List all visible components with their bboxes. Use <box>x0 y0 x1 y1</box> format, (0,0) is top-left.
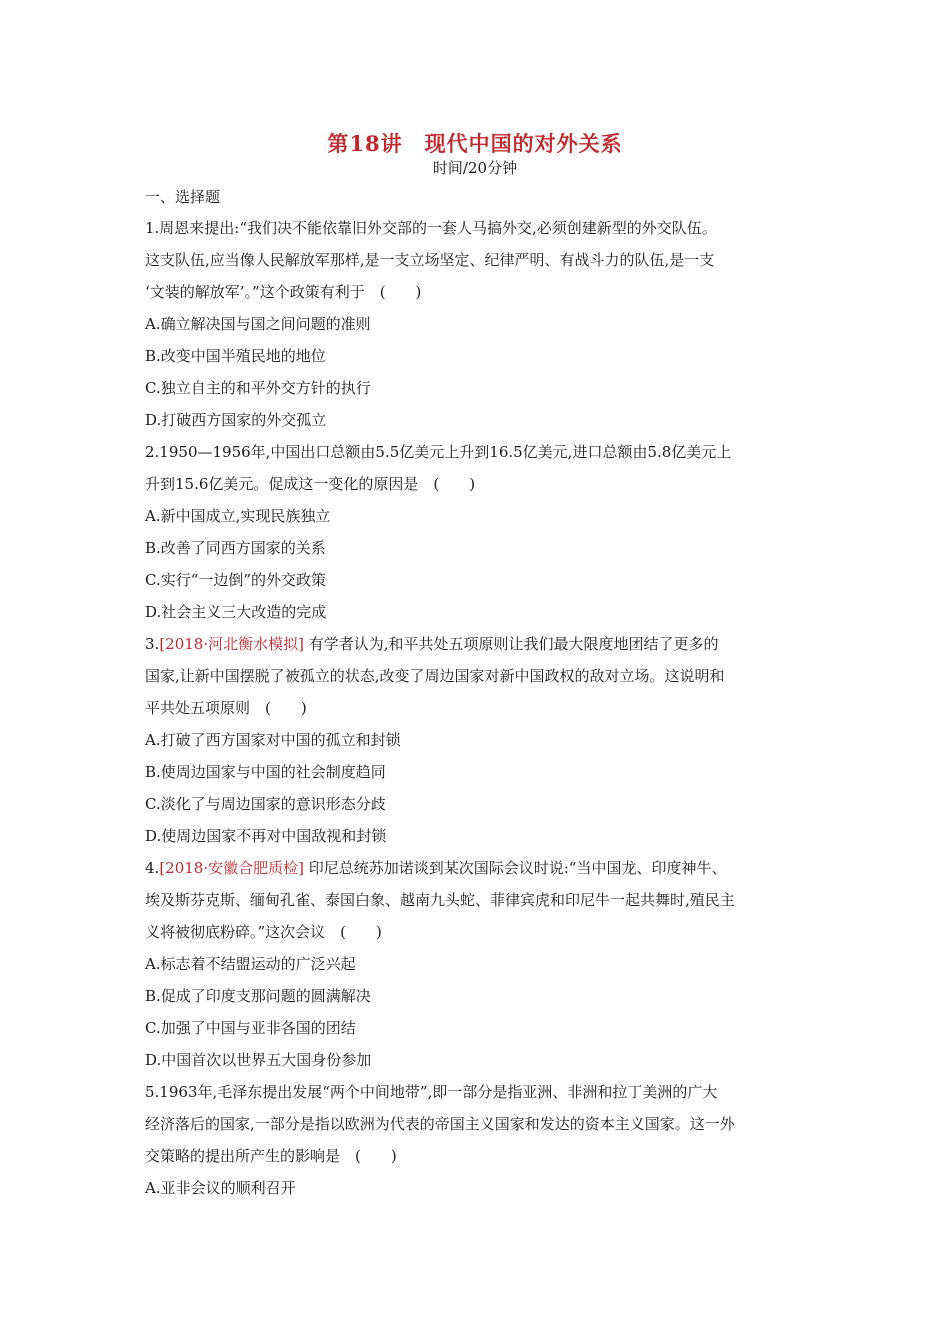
option-d: D.社会主义三大改造的完成 <box>145 603 327 621</box>
option-d: D.使周边国家不再对中国敌视和封锁 <box>145 827 387 845</box>
source-tag: [2018·河北衡水模拟] <box>159 635 304 653</box>
question-text-line: 平共处五项原则 ( ) <box>145 699 307 717</box>
question-text-segment: 印尼总统苏加诺谈到某次国际会议时说:“当中国龙、印度神牛、 <box>303 859 727 877</box>
option-c: C.独立自主的和平外交方针的执行 <box>145 379 371 397</box>
question-text-line <box>145 628 810 660</box>
question-number: 3. <box>145 635 160 653</box>
question-text-line <box>145 852 810 884</box>
option-a: A.新中国成立,实现民族独立 <box>145 507 331 525</box>
question-text-segment: 有学者认为,和平共处五项原则让我们最大限度地团结了更多的 <box>303 635 719 653</box>
question-number: 4. <box>145 859 160 877</box>
option-d: D.中国首次以世界五大国身份参加 <box>145 1051 372 1069</box>
option-b: B.促成了印度支那问题的圆满解决 <box>145 987 371 1005</box>
section-heading: 一、选择题 <box>145 188 221 206</box>
question-text-line: 2.1950—1956年,中国出口总额由5.5亿美元上升到16.5亿美元,进口总额由5.8亿美元上 <box>145 443 732 461</box>
question-text-line: 升到15.6亿美元。促成这一变化的原因是 ( ) <box>145 475 476 493</box>
question-4 <box>145 852 810 1076</box>
question-text-line: 经济落后的国家,一部分是指以欧洲为代表的帝国主义国家和发达的资本主义国家。这一外 <box>145 1115 735 1133</box>
question-text-line: ‘文装的解放军’。”这个政策有利于 ( ) <box>145 283 422 301</box>
option-a: A.打破了西方国家对中国的孤立和封锁 <box>145 731 401 749</box>
option-b: B.改变中国半殖民地的地位 <box>145 347 326 365</box>
question-2 <box>145 436 810 628</box>
option-c: C.淡化了与周边国家的意识形态分歧 <box>145 795 386 813</box>
option-c: C.加强了中国与亚非各国的团结 <box>145 1019 356 1037</box>
question-content <box>145 182 810 1204</box>
option-a: A.确立解决国与国之间问题的准则 <box>145 315 371 333</box>
question-5 <box>145 1076 810 1204</box>
page-title: 第18讲 现代中国的对外关系 <box>327 131 623 156</box>
option-a: A.标志着不结盟运动的广泛兴起 <box>145 955 356 973</box>
question-text-line: 5.1963年,毛泽东提出发展“两个中间地带”,即一部分是指亚洲、非洲和拉丁美洲的广大 <box>145 1083 718 1101</box>
question-text-line: 埃及斯芬克斯、缅甸孔雀、泰国白象、越南九头蛇、菲律宾虎和印尼牛一起共舞时,殖民主 <box>145 891 735 909</box>
question-text-line: 义将被彻底粉碎。”这次会议 ( ) <box>145 923 382 941</box>
time-limit: 时间/20分钟 <box>432 159 518 177</box>
question-text-line: 交策略的提出所产生的影响是 ( ) <box>145 1147 397 1165</box>
option-a: A.亚非会议的顺利召开 <box>145 1179 296 1197</box>
option-b: B.使周边国家与中国的社会制度趋同 <box>145 763 386 781</box>
source-tag: [2018·安徽合肥质检] <box>159 859 304 877</box>
option-c: C.实行“一边倒”的外交政策 <box>145 571 327 589</box>
question-text-line: 1.周恩来提出:“我们决不能依靠旧外交部的一套人马搞外交,必须创建新型的外交队伍。 <box>145 219 717 237</box>
question-3 <box>145 628 810 852</box>
question-1 <box>145 212 810 436</box>
question-text-line: 国家,让新中国摆脱了被孤立的状态,改变了周边国家对新中国政权的敌对立场。这说明和 <box>145 667 725 685</box>
question-text-line: 这支队伍,应当像人民解放军那样,是一支立场坚定、纪律严明、有战斗力的队伍,是一支 <box>145 251 715 269</box>
option-b: B.改善了同西方国家的关系 <box>145 539 326 557</box>
option-d: D.打破西方国家的外交孤立 <box>145 411 327 429</box>
